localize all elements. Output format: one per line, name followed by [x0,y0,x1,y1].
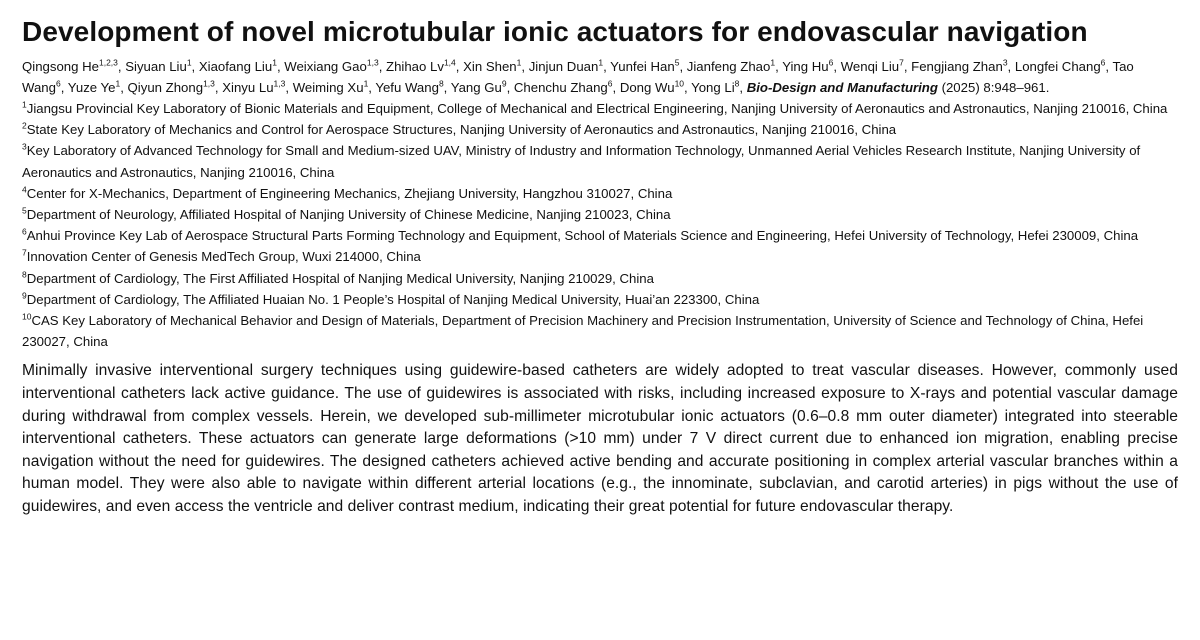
author-affiliation-mark: 1 [598,57,604,68]
affiliation-number: 9 [22,290,27,301]
author-name: Tao Wang [22,59,1134,95]
author-name: Yong Li [691,80,735,95]
author-affiliation-mark: 9 [501,78,507,89]
author-name: Jianfeng Zhao [686,59,771,74]
affiliation-item [22,98,1178,119]
author-name: Xinyu Lu [222,80,274,95]
affiliation-number: 2 [22,120,27,131]
affiliation-number: 3 [22,142,27,153]
author-name: Yuze Ye [67,80,116,95]
author-affiliation-mark: 8 [734,78,740,89]
author-affiliation-mark: 1 [770,57,776,68]
author-affiliation-mark: 1 [363,78,369,89]
citation-info: (2025) 8:948–961. [937,80,1050,95]
author-affiliation-mark: 1 [516,57,522,68]
affiliation-text: Innovation Center of Genesis MedTech Group, Wuxi 214000, China [26,249,421,265]
affiliation-number: 10 [22,311,32,322]
author-affiliation-mark: 1,3 [203,78,215,89]
author-name: Ying Hu [782,59,829,74]
author [687,59,775,74]
affiliation-number: 4 [22,184,27,195]
author-affiliation-mark: 3 [1002,57,1008,68]
author-affiliation-mark: 1,3 [273,78,286,89]
affiliation-number: 5 [22,205,27,216]
author-affiliation-mark: 5 [674,57,680,68]
author-name: Qingsong He [22,59,99,74]
journal-name: Bio-Design and Manufacturing [746,80,938,95]
author-affiliation-mark: 1,2,3 [98,57,118,68]
author-affiliation-mark: 8 [438,78,444,89]
author-affiliation-mark: 1,4 [443,57,456,68]
author-list [22,56,1178,98]
affiliation-text: Key Laboratory of Advanced Technology for Small and Medium-sized UAV, Ministry of Industry and Information Technology, Unmanned Aerial Vehicles Research Institute, Nanjing University of Aeronautics and Astronautics, Nanjing 210016, China [22,143,1141,180]
author-name: Xiaofang Liu [198,59,273,74]
affiliation-text: Center for X-Mechanics, Department of Engineering Mechanics, Zhejiang University, Hangzhou 310027, China [26,185,673,201]
author [1015,59,1106,74]
affiliation-item [22,183,1178,204]
affiliation-item [22,246,1178,267]
affiliation-item [22,225,1178,246]
author-name: Yefu Wang [375,80,439,95]
affiliation-list [22,98,1178,352]
author [125,59,191,74]
author-affiliation-mark: 1,3 [366,57,379,68]
author [514,80,613,95]
author [22,59,118,74]
author-name: Qiyun Zhong [127,80,204,95]
author-name: Wenqi Liu [840,59,900,74]
author [620,80,684,95]
author-name: Yunfei Han [610,59,675,74]
author-name: Xin Shen [463,59,517,74]
author [128,80,215,95]
author [284,59,378,74]
author [691,80,739,95]
affiliation-text: Department of Cardiology, The Affiliated Huaian No. 1 People’s Hospital of Nanjing Medical University, Huai’an 223300, China [26,291,760,307]
author [222,80,285,95]
abstract-text: Minimally invasive interventional surgery techniques using guidewire-based catheters are widely adopted to treat vascular diseases. However, commonly used interventional catheters lack active guidance. The use of guidewires is associated with risks, including increased exposure to X-rays and potential vascular damage during withdrawal from complex vessels. Herein, we developed sub-millimeter microtubular ionic actuators (0.6–0.8 mm outer diameter) integrated into steerable interventional catheters. These actuators can generate large deformations (>10 mm) under 7 V direct current due to enhanced ion migration, enabling precise navigation without the need for guidewires. The designed catheters achieved active bending and accurate positioning in complex arterial vascular branches within a human model. They were also able to navigate within different arterial locations (e.g., the innominate, subclavian, and carotid arteries) in pigs without the use of guidewires, and even access the ventricle and deliver contrast medium, indicating their great potential for future endovascular therapy. [22,362,1178,515]
affiliation-number: 8 [22,269,27,280]
author-name: Dong Wu [619,80,675,95]
author-name: Weixiang Gao [284,59,367,74]
affiliation-text: State Key Laboratory of Mechanics and Control for Aerospace Structures, Nanjing University of Aeronautics and Astronautics, Nanjing 210016, China [26,122,897,138]
affiliation-text: CAS Key Laboratory of Mechanical Behavior and Design of Materials, Department of Precision Machinery and Precision Instrumentation, University of Science and Technology of China, Hefei 230027, China [22,313,1144,350]
author-affiliation-mark: 7 [899,57,904,68]
affiliation-number: 7 [22,248,27,259]
affiliation-item [22,310,1178,352]
affiliation-number: 1 [22,99,27,110]
author-affiliation-mark: 1 [272,57,277,68]
author-name: Longfei Chang [1014,59,1101,74]
author [782,59,833,74]
affiliation-text: Department of Neurology, Affiliated Hospital of Nanjing University of Chinese Medicine, Nanjing 210023, China [26,207,671,223]
author [375,80,443,95]
affiliation-text: Jiangsu Provincial Key Laboratory of Bionic Materials and Equipment, College of Mechanical and Electrical Engineering, Nanjing University of Aeronautics and Astronautics, Nanjing 210016, China [26,101,1168,116]
author [451,80,507,95]
author-affiliation-mark: 1 [115,78,121,89]
affiliation-item [22,204,1178,225]
author-name: Weiming Xu [292,80,364,95]
author [386,59,456,74]
author-name: Chenchu Zhang [513,80,608,95]
author [68,80,120,95]
affiliation-text: Department of Cardiology, The First Affiliated Hospital of Nanjing Medical University, Nanjing 210029, China [26,270,654,286]
author [610,59,679,74]
author [293,80,369,95]
affiliation-item [22,289,1178,310]
author [463,59,521,74]
affiliation-item [22,119,1178,140]
affiliation-number: 6 [22,226,27,237]
author [529,59,603,74]
author-name: Siyuan Liu [125,59,187,74]
author-affiliation-mark: 6 [1100,57,1106,68]
affiliation-item [22,140,1178,182]
author-name: Zhihao Lv [386,59,444,74]
author-affiliation-mark: 6 [607,78,613,89]
author-name: Jinjun Duan [528,59,599,74]
author-affiliation-mark: 6 [55,78,61,89]
authors-inline: Qingsong He$^{1,2,3}$, Siyuan Liu$^1$, Xiaofang Liu$^1$, Weixiang Gao$^{1,3}$, Zhihao Lv$^{1,4}$, Xin Shen$^1$, Jinjun Duan$^1$, Yunfei Han$^5$, Jianfeng Zhao$^1$, Ying Hu$^6$, Wenqi Liu$^7$, Fengjiang Zhan$^3$, Longfei Chang$^6$, Tao Wang$^6$, Yuze Ye$^1$, Qiyun Zhong$^{1,3}$, Xinyu Lu$^{1,3}$, Weiming Xu$^1$, Yefu Wang$^8$, Yang Gu$^9$, Chenchu Zhang$^6$, Dong Wu$^{10}$, Yong Li$^8$, [22,57,1134,95]
author-name: Fengjiang Zhan [911,59,1003,74]
author-name: Yang Gu [450,80,502,95]
author-affiliation-mark: 10 [674,78,685,89]
author [199,59,277,74]
author-affiliation-mark: 6 [828,57,834,68]
affiliation-text: Anhui Province Key Lab of Aerospace Structural Parts Forming Technology and Equipment, School of Materials Science and Engineering, Hefei University of Technology, Hefei 230009, China [26,228,1139,244]
affiliation-item [22,268,1178,289]
author [911,59,1007,74]
paper-title: Development of novel microtubular ionic actuators for endovascular navigation [22,16,1088,47]
author [841,59,904,74]
author-affiliation-mark: 1 [186,57,192,68]
